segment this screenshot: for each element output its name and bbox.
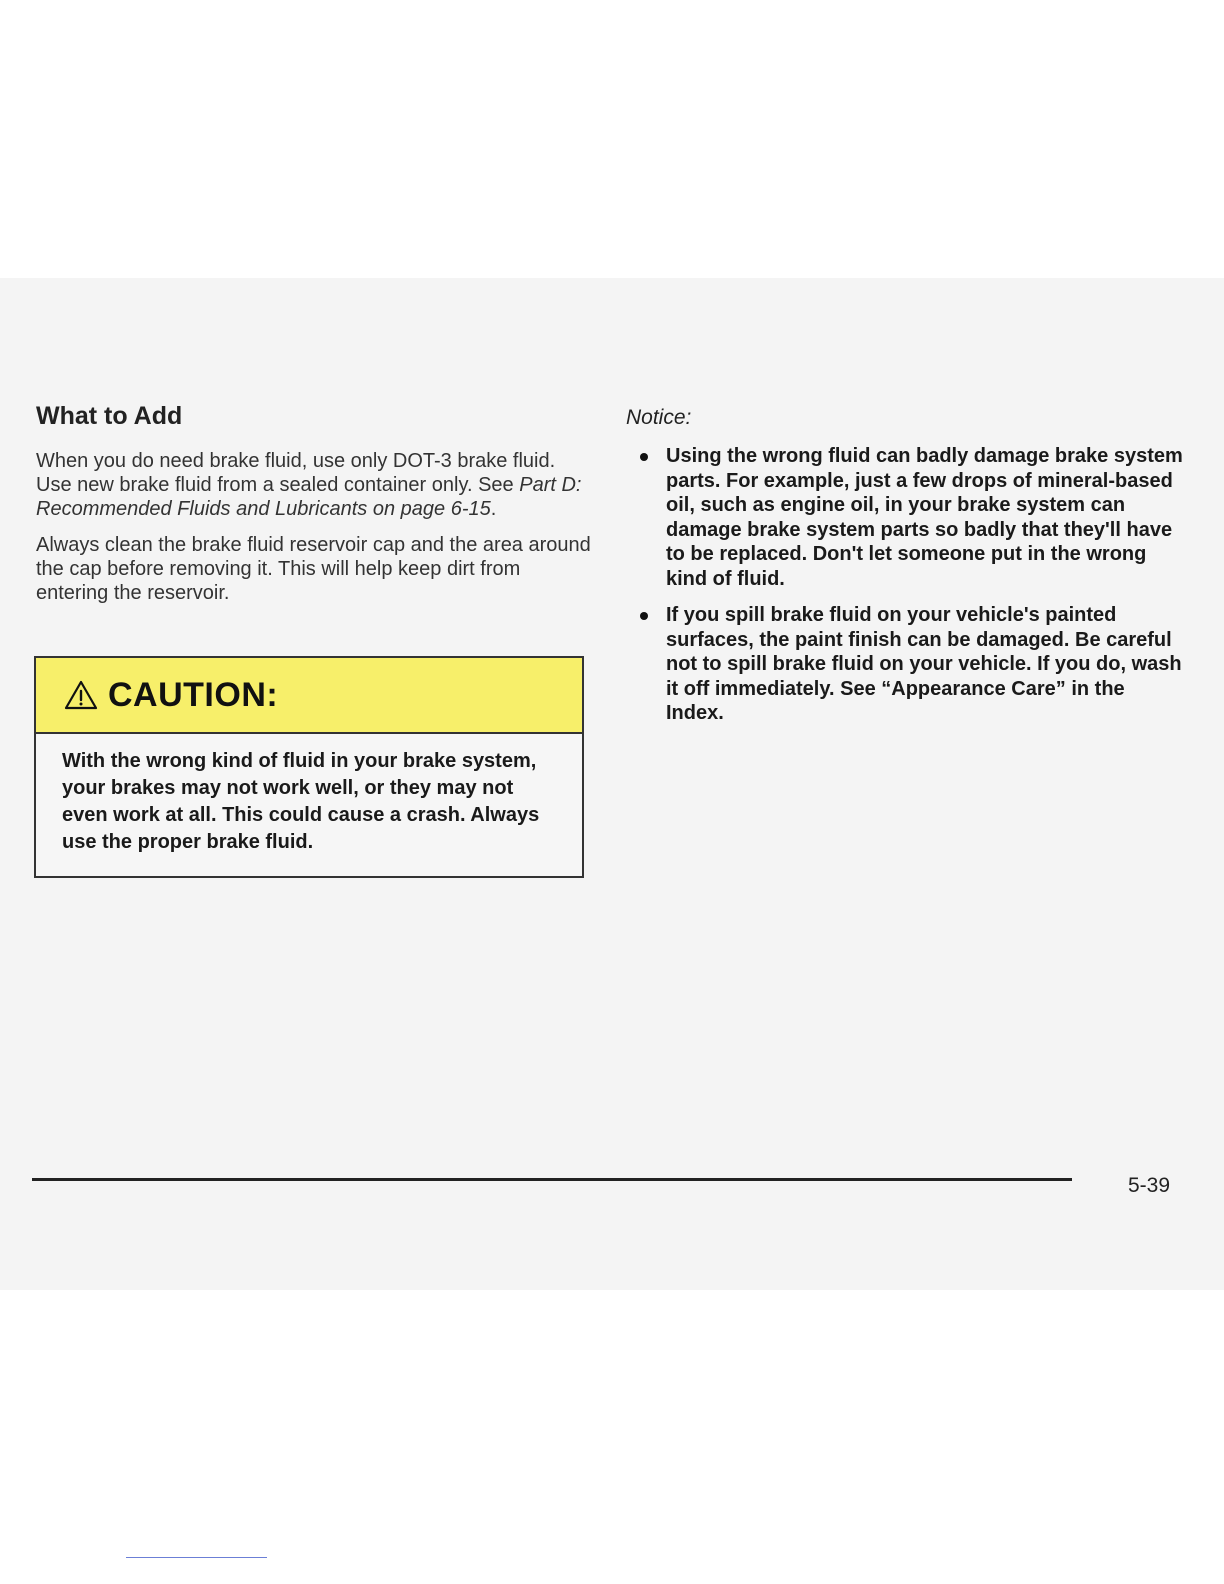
list-item-text: Using the wrong fluid can badly damage brake system parts. For example, just a few drops of mineral-based oil, such as engine oil, in your brake system can damage brake system parts so badly that they'll have to be replaced. Don't let someone put in the wrong kind of fluid.: [666, 445, 1183, 590]
list-item-text: If you spill brake fluid on your vehicle's painted surfaces, the paint finish can be damaged. Be careful not to spill brake fluid on your vehicle. If you do, wash it off immediately. See “Appearance Care” in the Index.: [666, 604, 1182, 724]
section-heading: What to Add: [36, 402, 183, 430]
divider: [126, 1557, 267, 1558]
warning-triangle-icon: [64, 680, 98, 710]
page-number: 5-39: [1128, 1174, 1171, 1197]
list-item: [626, 444, 1186, 591]
brake-fluid-type-paragraph: [36, 449, 596, 521]
caution-title: CAUTION:: [108, 675, 279, 714]
bullet-icon: [640, 453, 648, 461]
list-item: [626, 603, 1186, 726]
footer-rule: [32, 1178, 1072, 1181]
paragraph-end: .: [490, 498, 497, 520]
left-column: [36, 402, 596, 617]
caution-body: With the wrong kind of fluid in your brake system, your brakes may not work well, or they may not even work at all. This could cause a crash. Always use the proper brake fluid.: [62, 750, 540, 853]
notice-label: Notice:: [626, 406, 692, 429]
cross-reference: Part D: Recommended Fluids and Lubricants on page 6-15: [36, 474, 582, 520]
caution-box: [34, 656, 584, 878]
reservoir-cleaning-paragraph: Always clean the brake fluid reservoir cap and the area around the cap before removing it. This will help keep dirt from entering the reservoir.: [36, 534, 591, 604]
paragraph-text: When you do need brake fluid, use only DOT-3 brake fluid. Use new brake fluid from a sealed container only. See: [36, 450, 556, 496]
notice-list: [626, 444, 1186, 726]
manual-page: [0, 278, 1224, 1290]
caution-header: [36, 658, 582, 734]
right-column: [626, 406, 1186, 738]
bullet-icon: [640, 612, 648, 620]
